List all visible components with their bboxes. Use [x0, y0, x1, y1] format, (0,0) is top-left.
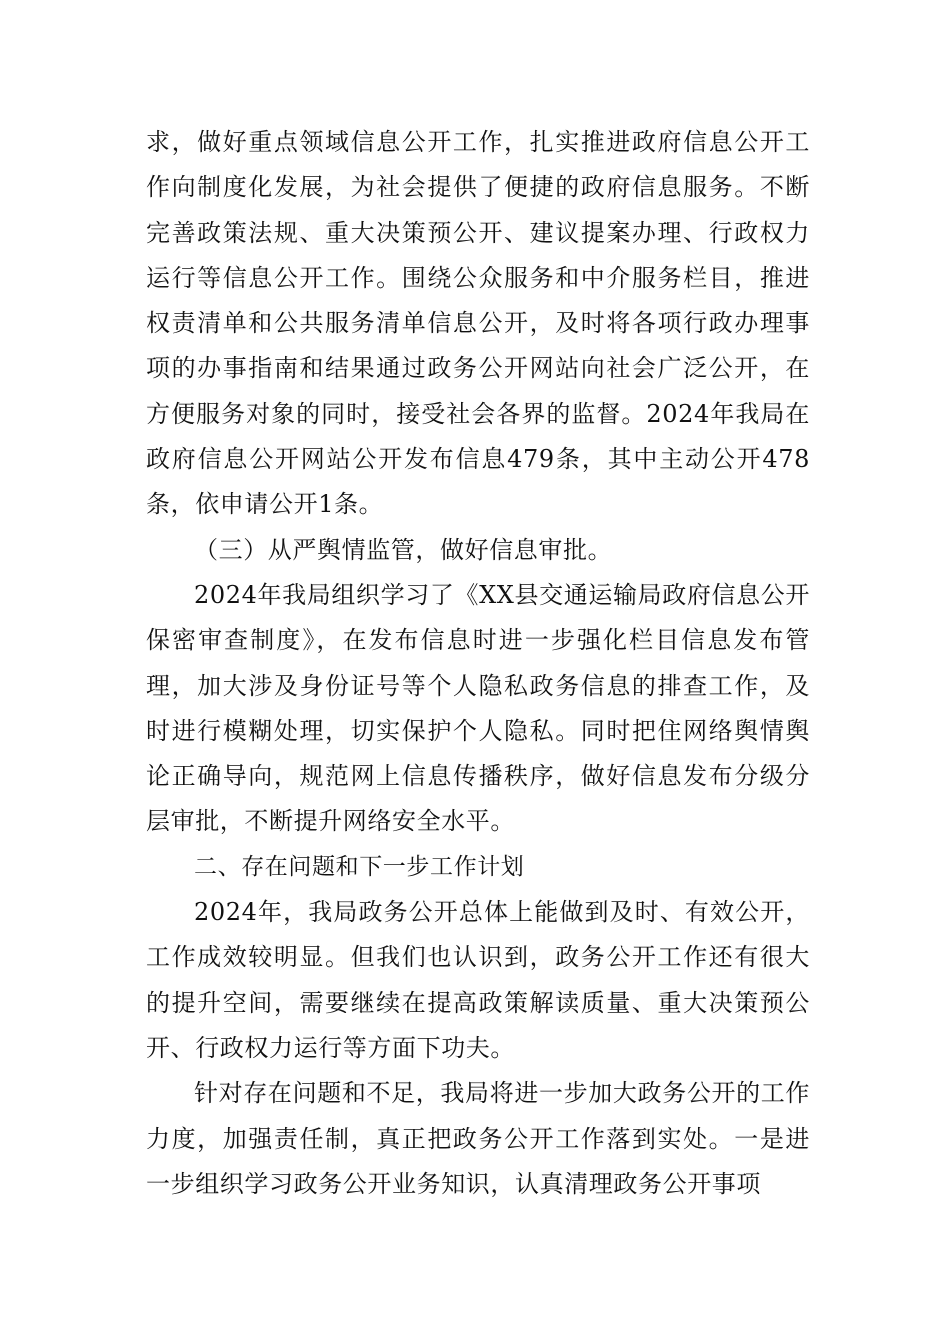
paragraph-summary-2024: 2024年，我局政务公开总体上能做到及时、有效公开，工作成效较明显。但我们也认识到，政务公开工作还有很大的提升空间，需要继续在提高政策解读质量、重大决策预公开、行政权力运行等方面下功夫。 — [146, 898, 810, 1062]
paragraph-confidentiality-review: 2024年我局组织学习了《XX县交通运输局政府信息公开保密审查制度》，在发布信息时进一步强化栏目信息发布管理，加大涉及身份证号等个人隐私政务信息的排查工作，及时进行模糊处理，切实保护个人隐私。同时把住网络舆情舆论正确导向，规范网上信息传播秩序，做好信息发布分级分层审批，不断提升网络安全水平。 — [146, 580, 810, 836]
subheading-opinion-supervision: （三）从严舆情监管，做好信息审批。 — [194, 535, 613, 564]
document-body — [146, 120, 810, 1207]
paragraph-next-steps: 针对存在问题和不足，我局将进一步加大政务公开的工作力度，加强责任制，真正把政务公开工作落到实处。一是进一步组织学习政务公开业务知识，认真清理政务公开事项 — [146, 1079, 810, 1198]
paragraph-info-disclosure: 求，做好重点领域信息公开工作，扎实推进政府信息公开工作向制度化发展，为社会提供了便捷的政府信息服务。不断完善政策法规、重大决策预公开、建议提案办理、行政权力运行等信息公开工作。围绕公众服务和中介服务栏目，推进权责清单和公共服务清单信息公开，及时将各项行政办理事项的办事指南和结果通过政务公开网站向社会广泛公开，在方便服务对象的同时，接受社会各界的监督。2024年我局在政府信息公开网站公开发布信息479条，其中主动公开478条，依申请公开1条。 — [146, 128, 810, 519]
section-heading-problems-plans: 二、存在问题和下一步工作计划 — [194, 853, 525, 880]
